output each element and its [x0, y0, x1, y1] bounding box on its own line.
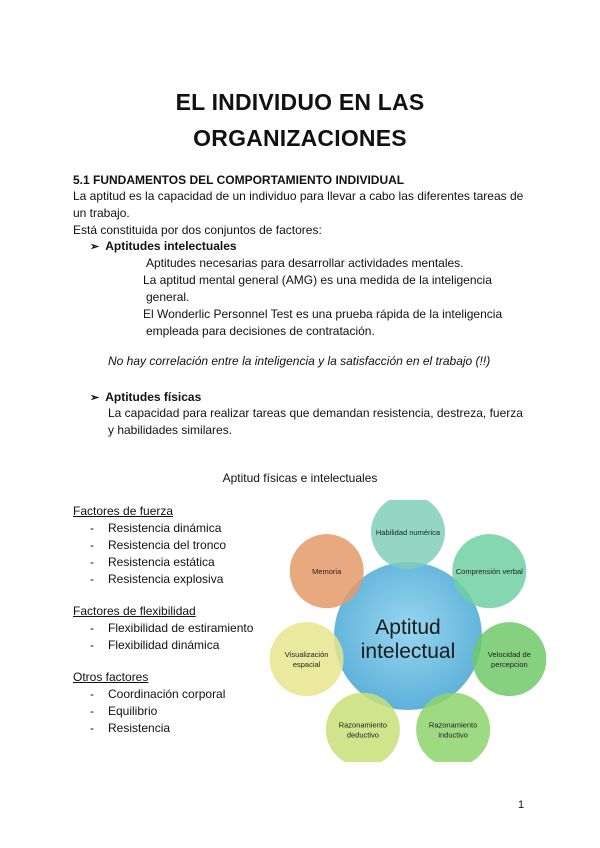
diagram-node-label: Comprensión verbal	[455, 567, 523, 577]
list-item: - Equilibrio	[90, 704, 158, 718]
list-item: - Flexibilidad de estiramiento	[90, 621, 254, 635]
list-item-text: Resistencia dinámica	[108, 521, 222, 535]
list-item-text: Flexibilidad de estiramiento	[108, 621, 254, 635]
factor-list	[90, 520, 226, 588]
section-heading: 5.1 FUNDAMENTOS DEL COMPORTAMIENTO INDIVIDUAL	[73, 173, 405, 187]
list-item-text: Resistencia estática	[108, 555, 215, 569]
diagram-node	[270, 622, 344, 696]
diagram-node	[371, 500, 445, 569]
diagram-node-label: Razonamiento	[428, 720, 478, 730]
intellectual-note: No hay correlación entre la inteligencia y la satisfacción en el trabajo (!!)	[108, 354, 491, 368]
list-item: - Coordinación corporal	[90, 687, 226, 701]
title-line-2: ORGANIZACIONES	[193, 125, 407, 151]
intellectual-line: El Wonderlic Personnel Test es una prueba rápida de la inteligencia	[143, 307, 503, 321]
diagram-node-label: deductivo	[346, 730, 379, 740]
list-item: - Resistencia explosiva	[90, 572, 224, 586]
physical-line: La capacidad para realizar tareas que demandan resistencia, destreza, fuerza	[108, 406, 523, 420]
list-item-text: Flexibilidad dinámica	[108, 638, 220, 652]
intro-line: La aptitud es la capacidad de un individuo para llevar a cabo las diferentes tareas de	[73, 189, 524, 203]
physical-heading-text: Aptitudes físicas	[105, 390, 202, 404]
diagram-node	[452, 534, 526, 608]
physical-line: y habilidades similares.	[108, 423, 233, 437]
list-item-text: Resistencia del tronco	[108, 538, 227, 552]
page-title	[0, 84, 600, 156]
intellectual-line: general.	[146, 290, 190, 304]
center-label: Aptitud	[375, 616, 441, 639]
diagram-node	[290, 534, 364, 608]
arrow-bullet-icon: ➢	[90, 392, 100, 404]
intellectual-line: La aptitud mental general (AMG) es una medida de la inteligencia	[143, 273, 492, 287]
factor-list	[90, 686, 225, 737]
intellectual-heading-text: Aptitudes intelectuales	[105, 239, 237, 253]
diagram-node-label: Velocidad de	[487, 650, 531, 660]
intellectual-line: empleada para decisiones de contratación.	[146, 324, 375, 338]
list-item: - Resistencia del tronco	[90, 538, 227, 552]
diagram-node-label: espacial	[292, 660, 321, 670]
diagram-node-label: inductivo	[438, 730, 468, 740]
diagram-node-label: Memoria	[312, 567, 342, 577]
diagram-node-label: Razonamiento	[338, 720, 388, 730]
diagram-node	[472, 622, 546, 696]
list-item-text: Resistencia	[108, 721, 171, 735]
factor-group-heading: Otros factores	[73, 670, 149, 684]
intellectual-line: Aptitudes necesarias para desarrollar actividades mentales.	[146, 256, 464, 270]
list-item-text: Resistencia explosiva	[108, 572, 224, 586]
factor-group-heading: Factores de fuerza	[73, 504, 174, 518]
list-item: - Resistencia dinámica	[90, 521, 222, 535]
list-item-text: Equilibrio	[108, 704, 158, 718]
arrow-bullet-icon: ➢	[90, 241, 100, 253]
intellectual-heading	[90, 238, 237, 256]
list-item: - Resistencia	[90, 721, 171, 735]
page-number: 1	[518, 799, 525, 811]
list-item: - Flexibilidad dinámica	[90, 638, 220, 652]
factor-group-heading: Factores de flexibilidad	[73, 604, 196, 618]
factor-list	[90, 620, 253, 654]
list-item: - Resistencia estática	[90, 555, 215, 569]
aptitude-cycle-diagram	[268, 500, 548, 762]
list-item-text: Coordinación corporal	[108, 687, 226, 701]
intro-paragraph	[73, 188, 523, 239]
title-line-1: EL INDIVIDUO EN LAS	[175, 89, 425, 115]
intro-line: Está constituida por dos conjuntos de factores:	[73, 223, 322, 237]
diagram-node-label: Visualización	[284, 650, 329, 660]
diagram-node-label: percepcion	[491, 660, 528, 670]
intro-line: un trabajo.	[73, 206, 130, 220]
center-label: intelectual	[360, 640, 456, 663]
diagram-node-label: Habilidad numérica	[375, 528, 441, 537]
figure-caption: Aptitud físicas e intelectuales	[222, 471, 378, 485]
